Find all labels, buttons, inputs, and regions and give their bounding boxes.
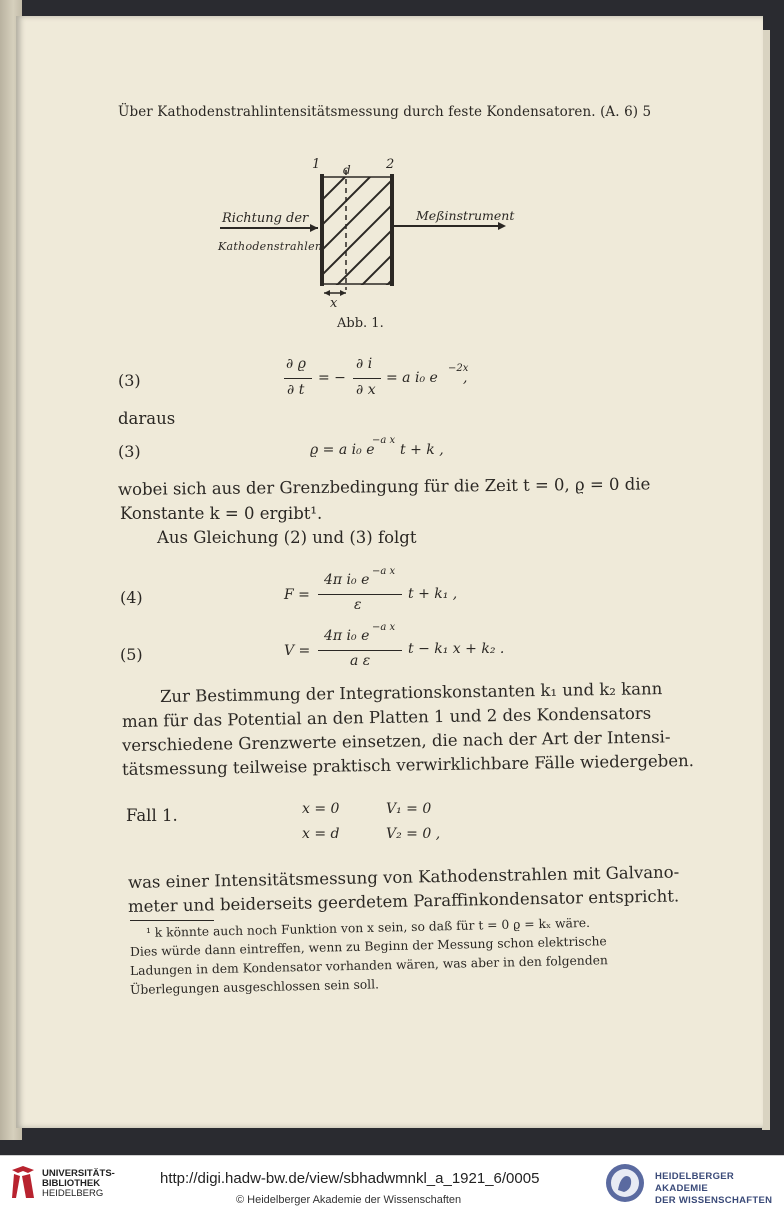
eq3a-lhs-numerator: ∂ ϱ (286, 356, 306, 372)
academy-name (655, 1171, 784, 1207)
footnote-line-4: Überlegungen ausgeschlossen sein soll. (129, 977, 380, 997)
eq5-tail: t − k₁ x + k₂ . (408, 641, 505, 657)
label-d: d (343, 163, 351, 177)
label-direction-1: Richtung der (222, 211, 309, 226)
label-x: x (330, 296, 338, 310)
academy-seal-icon[interactable] (604, 1162, 646, 1204)
fraction-bar (318, 594, 402, 595)
fraction-bar (284, 378, 312, 379)
footnote-line-1: ¹ k könnte auch noch Funktion von x sein, so daß für t = 0 ϱ = kₓ wäre. (145, 915, 591, 940)
eq5-exponent: −a x (372, 622, 396, 633)
paragraph-1-line-1: wobei sich aus der Grenzbedingung für die Zeit t = 0, ϱ = 0 die (117, 474, 651, 499)
academy-line-2: DER WISSENSCHAFTEN (655, 1195, 773, 1206)
paragraph-4-line-1: was einer Intensitätsmessung von Kathodenstrahlen mit Galvano- (127, 862, 680, 892)
equation-number-3a: (3) (118, 371, 141, 390)
eq4-tail: t + k₁ , (408, 586, 458, 602)
paragraph-1-line-2: Konstante k = 0 ergibt¹. (120, 504, 323, 523)
label-instrument: Meßinstrument (416, 208, 515, 223)
fall-1-row-2-x: x = d (302, 826, 340, 842)
text-daraus: daraus (118, 409, 176, 428)
uni-line-1: UNIVERSITÄTS- (42, 1168, 115, 1179)
eq3a-mid: = − (318, 370, 346, 386)
page-edge (762, 30, 770, 1130)
eq3b-expr: ϱ = a i₀ e (310, 442, 375, 458)
eq3a-mid-denominator: ∂ x (356, 382, 376, 398)
fraction-bar (318, 650, 402, 651)
uni-line-2: BIBLIOTHEK (42, 1178, 101, 1189)
paragraph-3-line-3: verschiedene Grenzwerte einsetzen, die nach der Art der Intensi- (121, 727, 671, 755)
uni-line-3: HEIDELBERG (42, 1188, 104, 1199)
running-header: Über Kathodenstrahlintensitätsmessung durch feste Kondensatoren. (A. 6) 5 (118, 104, 652, 120)
academy-line-1: HEIDELBERGER AKADEMIE (655, 1171, 735, 1194)
eq4-denominator: ε (354, 597, 362, 613)
viewer-footer (0, 1155, 784, 1212)
eq5-numerator: 4π i₀ e (324, 628, 370, 644)
figure-caption: Abb. 1. (337, 316, 384, 331)
eq4-exponent: −a x (372, 566, 396, 577)
eq5-denominator: a ε (350, 653, 371, 669)
footnote-line-3: Ladungen in dem Kondensator vorhanden wären, was aber in den folgenden (129, 953, 608, 978)
eq3b-exponent: −a x (372, 435, 396, 446)
paragraph-2: Aus Gleichung (2) und (3) folgt (157, 528, 417, 547)
university-library-logo-icon[interactable] (8, 1164, 38, 1202)
eq3a-mid-numerator: ∂ i (356, 356, 373, 372)
equation-number-3b: (3) (118, 442, 141, 461)
label-direction-2: Kathodenstrahlen (218, 240, 322, 253)
eq3a-lhs-denominator: ∂ t (287, 382, 305, 398)
capacitor-figure (216, 150, 536, 310)
eq4-lhs: F = (284, 587, 310, 603)
eq3a-rhs: = a i₀ e (386, 370, 438, 386)
fall-1-row-1-x: x = 0 (302, 801, 340, 817)
label-plate-2: 2 (386, 157, 395, 172)
eq4-numerator: 4π i₀ e (324, 572, 370, 588)
paragraph-3-line-4: tätsmessung teilweise praktisch verwirklichbare Fälle wiedergeben. (121, 751, 695, 779)
eq3a-exponent: −2x (448, 363, 469, 374)
footnote-rule (130, 920, 214, 921)
fall-1-label: Fall 1. (126, 806, 178, 825)
eq3a-tail: , (463, 370, 468, 386)
university-library-name (42, 1169, 115, 1199)
equation-number-5: (5) (120, 645, 143, 664)
footnote-line-2: Dies würde dann eintreffen, wenn zu Beginn der Messung schon elektrische (129, 934, 607, 959)
paragraph-4-line-2: meter und beiderseits geerdetem Paraffinkondensator entspricht. (127, 886, 680, 916)
eq5-lhs: V = (284, 643, 311, 659)
eq3b-tail: t + k , (400, 442, 444, 458)
paragraph-3-line-1: Zur Bestimmung der Integrationskonstanten k₁ und k₂ kann (159, 679, 663, 706)
fall-1-row-2-v: V₂ = 0 , (386, 826, 441, 842)
label-plate-1: 1 (312, 157, 321, 172)
equation-number-4: (4) (120, 588, 143, 607)
fraction-bar (353, 378, 381, 379)
paragraph-3-line-2: man für das Potential an den Platten 1 und 2 des Kondensators (121, 703, 652, 731)
permalink-url[interactable]: http://digi.hadw-bw.de/view/sbhadwmnkl_a_1921_6/0005 (160, 1170, 540, 1187)
copyright-notice: © Heidelberger Akademie der Wissenschaften (236, 1194, 462, 1206)
fall-1-row-1-v: V₁ = 0 (386, 801, 432, 817)
